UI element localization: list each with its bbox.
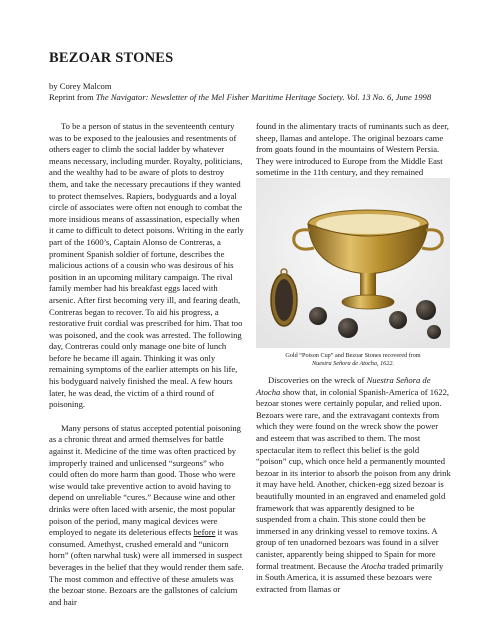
poison-cup-photo (256, 178, 450, 348)
left-column (49, 121, 244, 620)
ship-name: Nuestra Señora de Atocha (256, 375, 431, 397)
reprint-prefix: Reprint from (49, 91, 96, 102)
ship-name-short: Atocha (361, 560, 386, 571)
bezoar-stone (389, 311, 407, 329)
bezoar-stone (416, 300, 436, 320)
reprint-source: The Navigator: Newsletter of the Mel Fisher Maritime Heritage Society. Vol. 13 No. 6, June 1998 (95, 91, 432, 102)
paragraph-amulets (49, 423, 244, 609)
amulets-text-a: Many persons of status accepted potential poisoning as a chronic threat and armed themselves for battle against it. Medicine of the time was often practiced by improperly trained and unlicensed “surgeons” who could often do more harm than good. Those who were wise would take preventive action to avoid having to depend on unreliable “cures.” Because wine and other drinks were often laced with arsenic, the most popular poison of the period, many magical devices were employed to negate its deleterious effects (49, 422, 241, 538)
bezoar-stone (309, 307, 327, 325)
paragraph-atocha-discoveries (256, 375, 451, 595)
reprint-line (49, 92, 469, 103)
bezoar-stone (427, 325, 441, 339)
photo-caption (256, 352, 450, 367)
byline (49, 81, 469, 102)
author-line: by Corey Malcom (49, 81, 112, 91)
bezoar-pendant-stone (275, 279, 293, 321)
bezoar-stone (338, 318, 358, 338)
atocha-text-b: show that, in colonial Spanish-America of 1622, bezoar stones were certainly popular, and relied upon. Bezoars were rare, and the extravagant contexts from which they were found on the wreck show the power and esteem that was ascribed to them. The most spectacular item to reflect this belief is the gold “poison” cup, which once held a permanently mounted bezoar in its interior to absorb the poison from any drink it may have held. Another, chicken-egg sized bezoar is beautifully mounted in an engraved and enameled gold framework that was apparently designed to be suspended from a chain. This stone could then be immersed in any drinking vessel to remove toxins. A group of ten unadorned bezoars was found in a silver canister, apparently being shipped to Spain for more formal treatment. Because the (256, 386, 451, 571)
paragraph-contreras: To be a person of status in the seventeenth century was to be exposed to the jealousies and resentments of others eager to climb the social ladder by whatever means necessary, including murder. Royalty, politicians, and the wealthy had to be aware of plots to destroy them, and take the necessary precautions if they wanted to protect themselves. Rapiers, bodyguards and a loyal circle of associates were often not enough to combat the more insidious means of assassination, especially when it came to difficult to detect poisons. Writing in the early part of the 1600’s, Captain Alonso de Contreras, a prominent Spanish soldier of fortune, describes the malicious actions of a cousin who was desirous of his position in an upcoming military campaign. The rival family member had his breakfast eggs laced with arsenic. After first becoming very ill, and fearing death, Contreras began to recover. To aid his progress, a restorative fruit cordial was prescribed for him. That too was poisoned, and the cook was arrested. The following day, Contreras could only manage one bite of lunch before he became ill again. Thinking it was only remaining symptoms of the earlier attempts on his life, his bodyguard naively finished the meal. A few hours later, he was dead, the victim of a third round of poisoning. (49, 121, 244, 410)
cup-stem (360, 273, 376, 295)
underlined-word: before (193, 527, 216, 538)
cup-foot (342, 295, 394, 309)
paragraph-bezoar-origin: found in the alimentary tracts of ruminants such as deer, sheep, llamas and antelope. The original bezoars came from goats found in the mountains of Western Persia. They were introduced to Europe from the Middle East sometime in the 11th century, and they remained (256, 121, 449, 178)
caption-line-1: Gold “Poison Cup” and Bezoar Stones recovered from (285, 352, 421, 359)
article-title: BEZOAR STONES (49, 50, 174, 66)
atocha-text-c: traded primarily in South America, it is assumed these bezoars were extracted from llamas or (256, 560, 444, 594)
caption-line-2: Nuestra Señora de Atocha, 1622. (311, 359, 395, 367)
amulets-text-b: it was consumed. Amethyst, crushed emerald and “unicorn horn” (often narwhal tusk) were all immersed in suspect beverages in the belief that they would render them safe. The most common and effective of these amulets was the bezoar stone. Bezoars are the gallstones of calcium and hair (49, 527, 244, 607)
right-column-bottom (256, 375, 451, 607)
atocha-text-a: Discoveries on the wreck of (268, 375, 367, 385)
